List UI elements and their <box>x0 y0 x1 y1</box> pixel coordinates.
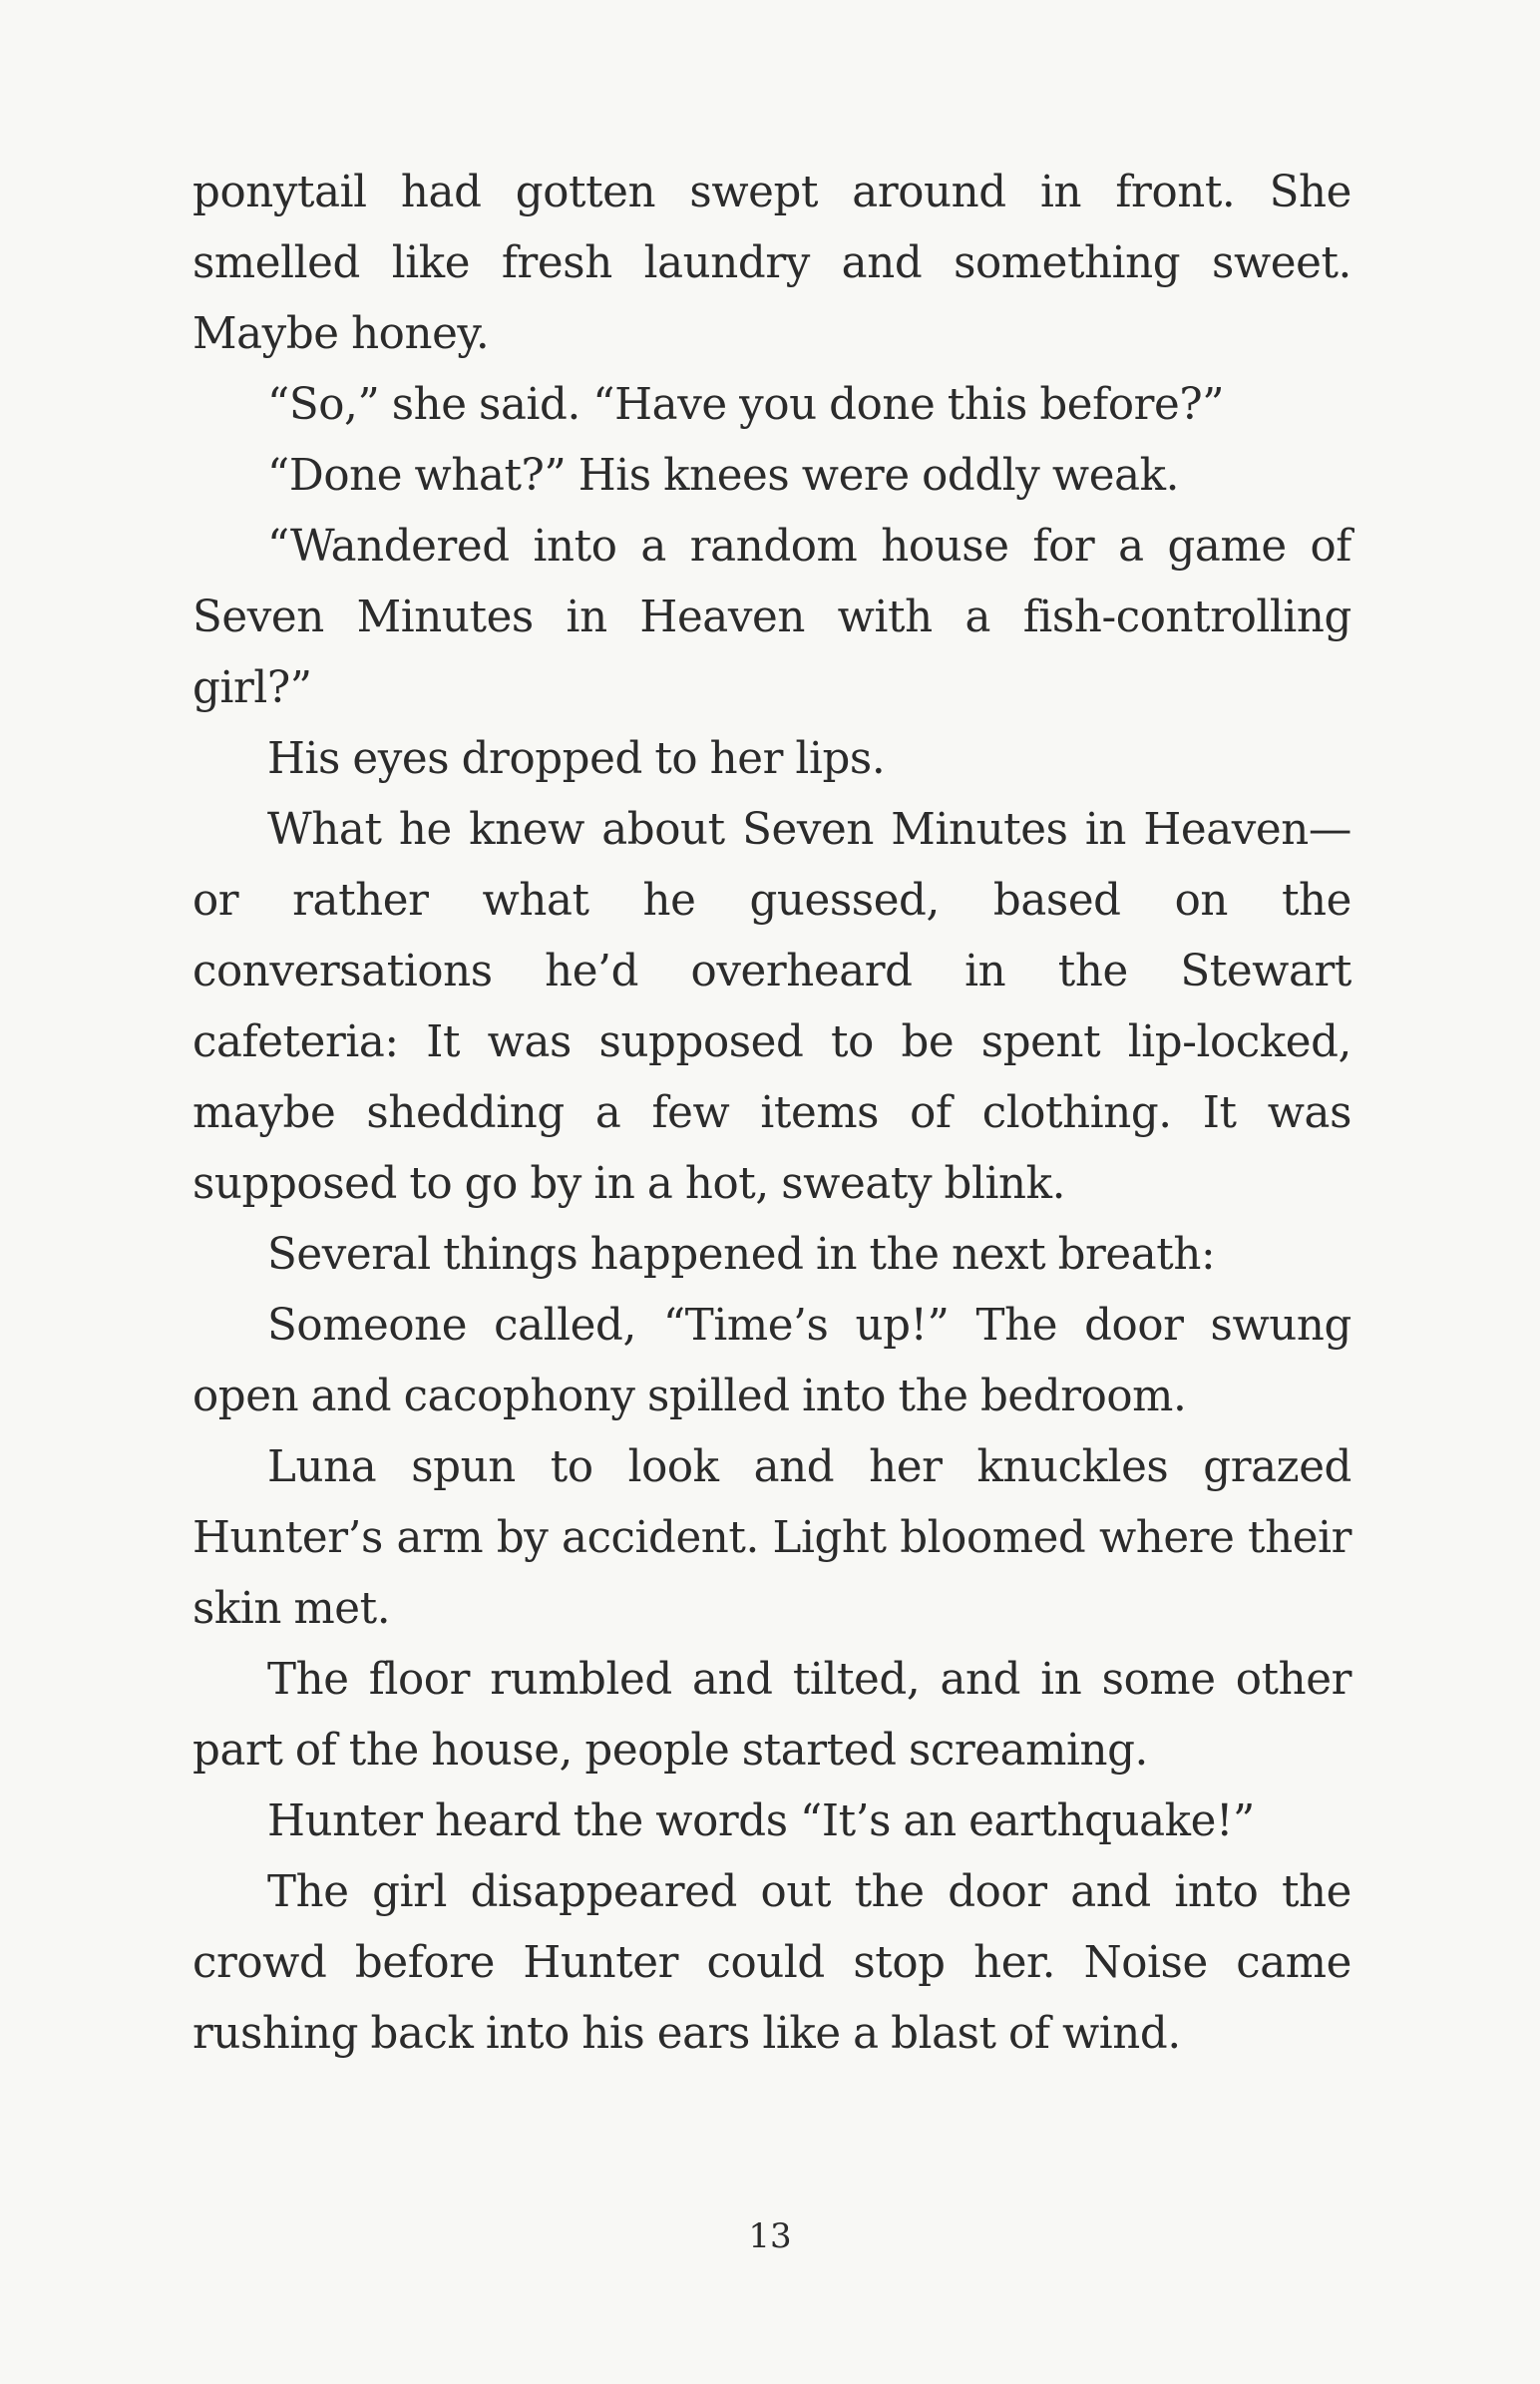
paragraph-12: The girl disappeared out the door and into the crowd before Hunter could stop her. Noise came rushing back into his ears like a blast of wind. <box>192 1867 1351 2059</box>
paragraph-2: “So,” she said. “Have you done this before?” <box>267 380 1225 430</box>
paragraph-9: Luna spun to look and her knuckles grazed Hunter’s arm by accident. Light bloomed where their skin met. <box>192 1442 1351 1634</box>
page-number: 13 <box>748 2216 792 2256</box>
paragraph-6: What he knew about Seven Minutes in Heaven—or rather what he guessed, based on the conversations he’d overheard in the Stewart cafeteria: It was supposed to be spent lip-locked, maybe shedding a few items of clothing. It was supposed to go by in a hot, sweaty blink. <box>192 805 1351 1209</box>
paragraph-3: “Done what?” His knees were oddly weak. <box>267 451 1179 501</box>
paragraph-11: Hunter heard the words “It’s an earthquake!” <box>267 1796 1255 1846</box>
body-text <box>192 158 1351 2070</box>
paragraph-8: Someone called, “Time’s up!” The door swung open and cacophony spilled into the bedroom. <box>192 1301 1351 1421</box>
paragraph-1: ponytail had gotten swept around in front. She smelled like fresh laundry and something sweet. Maybe honey. <box>192 168 1351 359</box>
paragraph-4: “Wandered into a random house for a game of Seven Minutes in Heaven with a fish-controlling girl?” <box>192 522 1351 713</box>
paragraph-5: His eyes dropped to her lips. <box>267 734 886 784</box>
paragraph-10: The floor rumbled and tilted, and in some other part of the house, people started screaming. <box>192 1655 1351 1776</box>
paragraph-7: Several things happened in the next breath: <box>267 1230 1216 1280</box>
